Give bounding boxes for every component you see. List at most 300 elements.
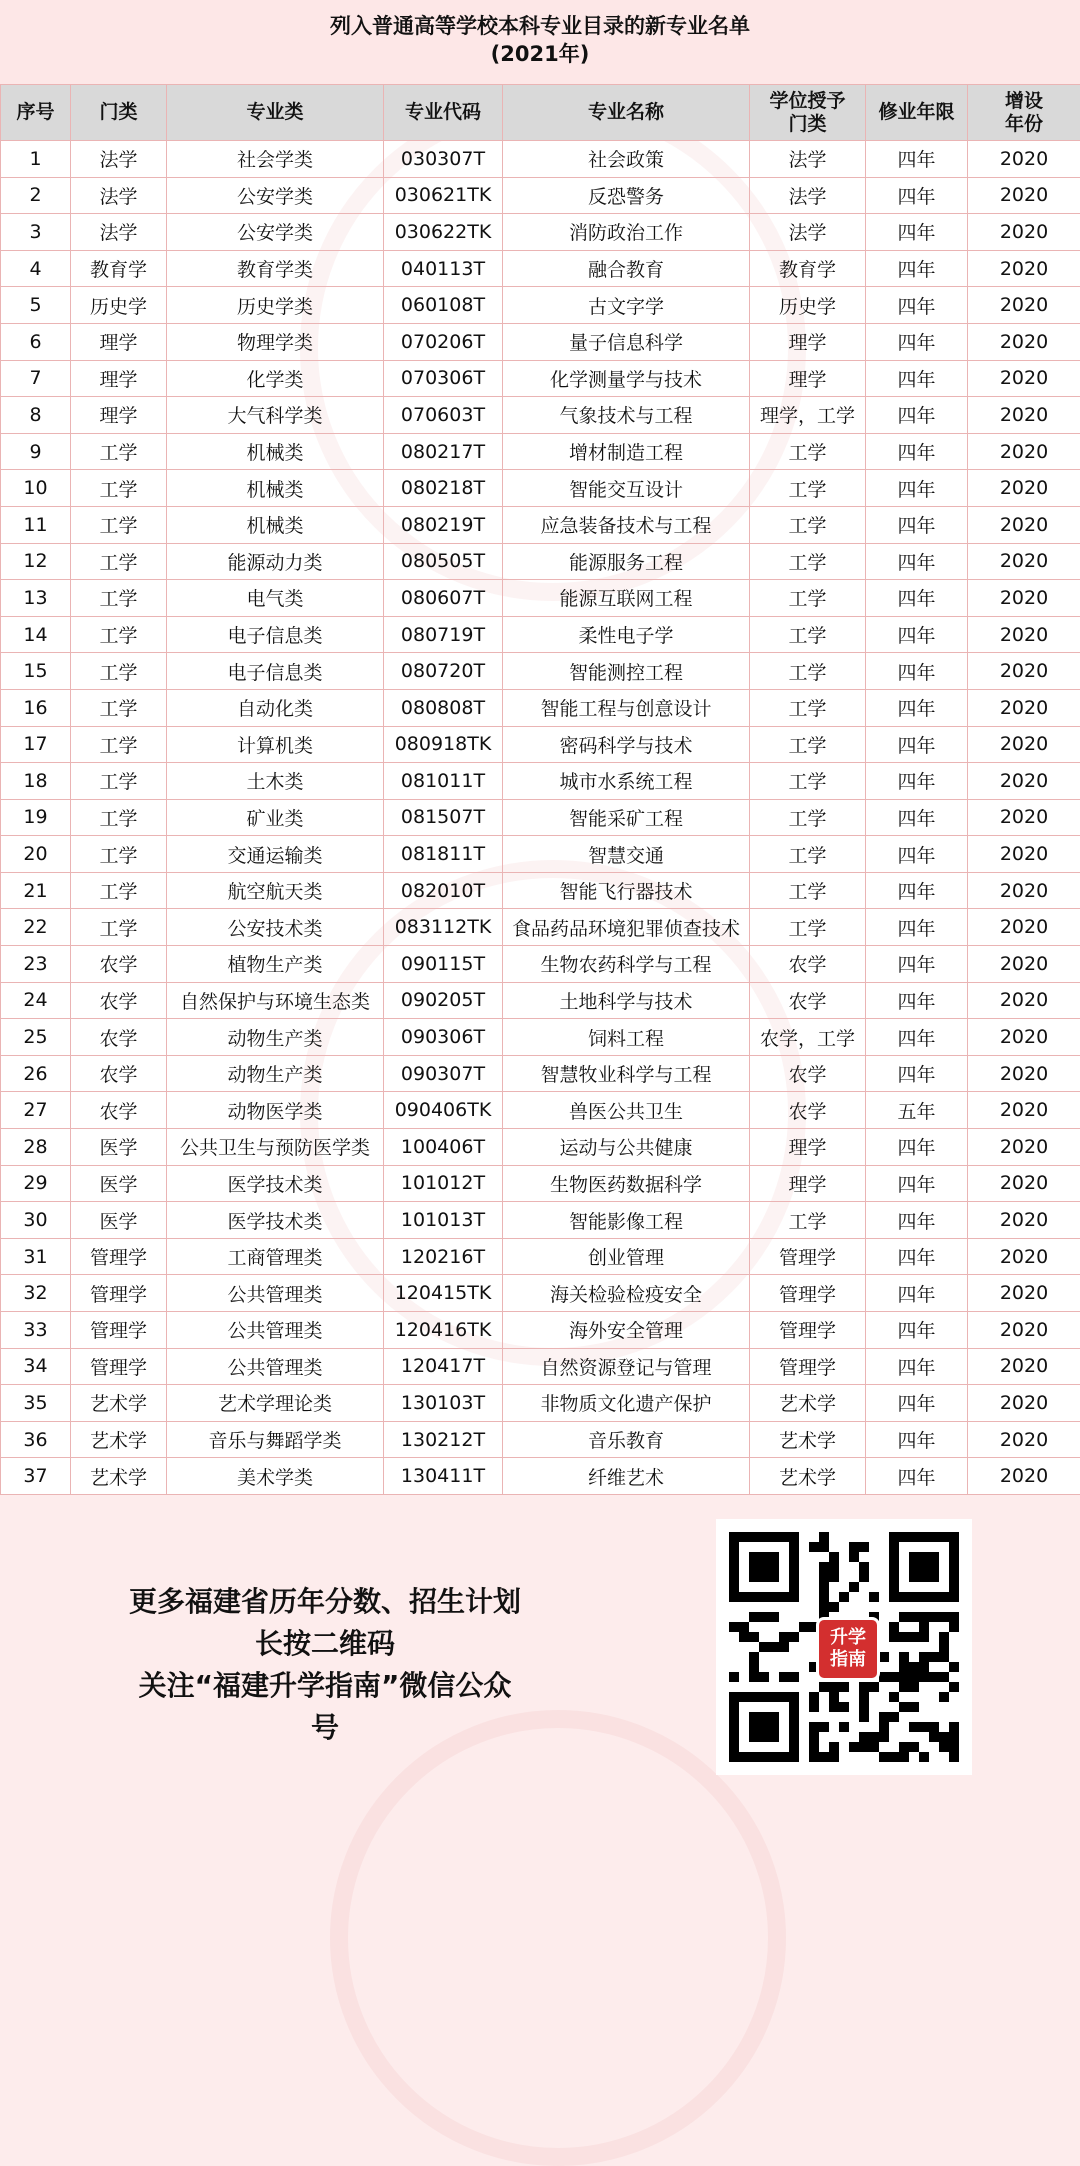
table-cell: 2020 xyxy=(968,214,1080,251)
table-cell: 法学 xyxy=(750,214,866,251)
table-cell: 030307T xyxy=(384,141,503,178)
table-row xyxy=(1,836,1080,873)
table-cell: 082010T xyxy=(384,872,503,909)
table-row xyxy=(1,1348,1080,1385)
table-cell: 080719T xyxy=(384,616,503,653)
column-header: 专业名称 xyxy=(503,85,750,141)
table-cell: 机械类 xyxy=(167,433,384,470)
table-cell: 2020 xyxy=(968,287,1080,324)
table-cell: 15 xyxy=(1,653,71,690)
table-cell: 070306T xyxy=(384,360,503,397)
table-cell: 农学 xyxy=(750,982,866,1019)
table-cell: 120416TK xyxy=(384,1312,503,1349)
table-cell: 080219T xyxy=(384,506,503,543)
table-cell: 农学 xyxy=(750,946,866,983)
table-cell: 060108T xyxy=(384,287,503,324)
table-cell: 医学技术类 xyxy=(167,1165,384,1202)
table-cell: 16 xyxy=(1,689,71,726)
table-cell: 音乐与舞蹈学类 xyxy=(167,1421,384,1458)
table-row xyxy=(1,506,1080,543)
table-cell: 12 xyxy=(1,543,71,580)
table-cell: 2020 xyxy=(968,323,1080,360)
table-cell: 四年 xyxy=(866,543,968,580)
table-cell: 工学 xyxy=(750,616,866,653)
table-cell: 030621TK xyxy=(384,177,503,214)
table-cell: 艺术学 xyxy=(750,1421,866,1458)
column-header: 专业代码 xyxy=(384,85,503,141)
table-cell: 040113T xyxy=(384,250,503,287)
table-row xyxy=(1,141,1080,178)
table-cell: 教育学 xyxy=(71,250,167,287)
table-cell: 柔性电子学 xyxy=(503,616,750,653)
table-cell: 历史学 xyxy=(71,287,167,324)
table-cell: 四年 xyxy=(866,141,968,178)
table-cell: 纤维艺术 xyxy=(503,1458,750,1495)
table-cell: 四年 xyxy=(866,1202,968,1239)
table-cell: 34 xyxy=(1,1348,71,1385)
table-cell: 32 xyxy=(1,1275,71,1312)
table-cell: 080218T xyxy=(384,470,503,507)
table-row xyxy=(1,946,1080,983)
table-row xyxy=(1,543,1080,580)
table-row xyxy=(1,1202,1080,1239)
table-cell: 工学 xyxy=(71,433,167,470)
table-cell: 机械类 xyxy=(167,506,384,543)
table-cell: 5 xyxy=(1,287,71,324)
table-cell: 医学 xyxy=(71,1202,167,1239)
table-cell: 080808T xyxy=(384,689,503,726)
table-cell: 四年 xyxy=(866,214,968,251)
table-cell: 030622TK xyxy=(384,214,503,251)
table-cell: 物理学类 xyxy=(167,323,384,360)
table-cell: 080505T xyxy=(384,543,503,580)
column-header: 增设 年份 xyxy=(968,85,1080,141)
promo-text xyxy=(125,1581,525,1749)
table-cell: 四年 xyxy=(866,470,968,507)
table-cell: 化学类 xyxy=(167,360,384,397)
table-cell: 海外安全管理 xyxy=(503,1312,750,1349)
table-cell: 农学 xyxy=(750,1092,866,1129)
table-cell: 101012T xyxy=(384,1165,503,1202)
table-cell: 农学 xyxy=(71,1092,167,1129)
table-cell: 海关检验检疫安全 xyxy=(503,1275,750,1312)
column-header: 门类 xyxy=(71,85,167,141)
table-cell: 四年 xyxy=(866,1275,968,1312)
table-cell: 电气类 xyxy=(167,580,384,617)
table-cell: 城市水系统工程 xyxy=(503,763,750,800)
table-cell: 四年 xyxy=(866,982,968,1019)
table-cell: 工学 xyxy=(71,872,167,909)
table-cell: 2020 xyxy=(968,543,1080,580)
table-cell: 36 xyxy=(1,1421,71,1458)
table-cell: 11 xyxy=(1,506,71,543)
table-cell: 公共管理类 xyxy=(167,1348,384,1385)
table-cell: 8 xyxy=(1,397,71,434)
table-cell: 29 xyxy=(1,1165,71,1202)
table-cell: 四年 xyxy=(866,946,968,983)
table-row xyxy=(1,1165,1080,1202)
table-row xyxy=(1,1385,1080,1422)
table-cell: 机械类 xyxy=(167,470,384,507)
table-cell: 2020 xyxy=(968,1092,1080,1129)
table-row xyxy=(1,726,1080,763)
table-cell: 增材制造工程 xyxy=(503,433,750,470)
column-header: 学位授予 门类 xyxy=(750,85,866,141)
table-cell: 工学 xyxy=(750,580,866,617)
table-row xyxy=(1,214,1080,251)
table-cell: 2020 xyxy=(968,1385,1080,1422)
table-row xyxy=(1,580,1080,617)
table-row xyxy=(1,982,1080,1019)
table-cell: 工学 xyxy=(71,909,167,946)
table-cell: 饲料工程 xyxy=(503,1019,750,1056)
table-cell: 四年 xyxy=(866,1385,968,1422)
table-cell: 动物生产类 xyxy=(167,1055,384,1092)
table-cell: 2020 xyxy=(968,689,1080,726)
table-cell: 量子信息科学 xyxy=(503,323,750,360)
table-cell: 101013T xyxy=(384,1202,503,1239)
table-cell: 2020 xyxy=(968,1275,1080,1312)
table-cell: 090307T xyxy=(384,1055,503,1092)
table-cell: 艺术学 xyxy=(750,1385,866,1422)
table-cell: 四年 xyxy=(866,1129,968,1166)
table-cell: 22 xyxy=(1,909,71,946)
table-cell: 120417T xyxy=(384,1348,503,1385)
table-cell: 四年 xyxy=(866,287,968,324)
table-row xyxy=(1,250,1080,287)
table-cell: 运动与公共健康 xyxy=(503,1129,750,1166)
table-cell: 080918TK xyxy=(384,726,503,763)
table-row xyxy=(1,1129,1080,1166)
table-cell: 2020 xyxy=(968,616,1080,653)
table-cell: 土地科学与技术 xyxy=(503,982,750,1019)
table-cell: 艺术学理论类 xyxy=(167,1385,384,1422)
table-cell: 能源动力类 xyxy=(167,543,384,580)
promo-line-1: 更多福建省历年分数、招生计划 xyxy=(125,1581,525,1623)
table-cell: 智慧牧业科学与工程 xyxy=(503,1055,750,1092)
table-cell: 四年 xyxy=(866,872,968,909)
table-cell: 融合教育 xyxy=(503,250,750,287)
table-cell: 工学 xyxy=(750,689,866,726)
table-cell: 公共卫生与预防医学类 xyxy=(167,1129,384,1166)
page-title: 列入普通高等学校本科专业目录的新专业名单 xyxy=(0,12,1080,40)
table-cell: 艺术学 xyxy=(71,1458,167,1495)
table-cell: 四年 xyxy=(866,177,968,214)
table-cell: 法学 xyxy=(71,141,167,178)
table-cell: 2020 xyxy=(968,506,1080,543)
table-cell: 9 xyxy=(1,433,71,470)
promo-line-3: 关注“福建升学指南”微信公众号 xyxy=(125,1665,525,1749)
table-cell: 医学 xyxy=(71,1129,167,1166)
column-header: 修业年限 xyxy=(866,85,968,141)
table-row xyxy=(1,397,1080,434)
table-cell: 24 xyxy=(1,982,71,1019)
table-cell: 教育学 xyxy=(750,250,866,287)
table-cell: 四年 xyxy=(866,799,968,836)
table-cell: 工学 xyxy=(71,580,167,617)
table-cell: 130411T xyxy=(384,1458,503,1495)
table-cell: 医学 xyxy=(71,1165,167,1202)
table-cell: 理学 xyxy=(71,323,167,360)
table-cell: 四年 xyxy=(866,1019,968,1056)
column-header: 序号 xyxy=(1,85,71,141)
table-cell: 31 xyxy=(1,1238,71,1275)
table-cell: 动物医学类 xyxy=(167,1092,384,1129)
table-cell: 农学，工学 xyxy=(750,1019,866,1056)
table-cell: 2020 xyxy=(968,653,1080,690)
table-cell: 艺术学 xyxy=(750,1458,866,1495)
table-row xyxy=(1,653,1080,690)
table-cell: 教育学类 xyxy=(167,250,384,287)
table-cell: 四年 xyxy=(866,1238,968,1275)
table-cell: 理学 xyxy=(71,397,167,434)
table-cell: 30 xyxy=(1,1202,71,1239)
table-cell: 公共管理类 xyxy=(167,1312,384,1349)
table-cell: 080720T xyxy=(384,653,503,690)
table-cell: 17 xyxy=(1,726,71,763)
table-cell: 管理学 xyxy=(750,1238,866,1275)
table-cell: 法学 xyxy=(71,177,167,214)
table-cell: 工学 xyxy=(750,872,866,909)
table-cell: 070206T xyxy=(384,323,503,360)
table-cell: 2020 xyxy=(968,872,1080,909)
table-row xyxy=(1,1092,1080,1129)
table-cell: 2020 xyxy=(968,470,1080,507)
table-row xyxy=(1,616,1080,653)
table-cell: 理学，工学 xyxy=(750,397,866,434)
table-cell: 工学 xyxy=(71,763,167,800)
table-cell: 理学 xyxy=(750,323,866,360)
table-cell: 理学 xyxy=(71,360,167,397)
table-cell: 管理学 xyxy=(750,1275,866,1312)
table-cell: 公安学类 xyxy=(167,214,384,251)
table-cell: 管理学 xyxy=(71,1238,167,1275)
table-cell: 智能交互设计 xyxy=(503,470,750,507)
table-cell: 25 xyxy=(1,1019,71,1056)
table-cell: 理学 xyxy=(750,1165,866,1202)
table-cell: 智能影像工程 xyxy=(503,1202,750,1239)
table-cell: 公安技术类 xyxy=(167,909,384,946)
table-row xyxy=(1,177,1080,214)
table-cell: 创业管理 xyxy=(503,1238,750,1275)
table-cell: 2020 xyxy=(968,909,1080,946)
promo-line-2: 长按二维码 xyxy=(125,1623,525,1665)
table-cell: 120216T xyxy=(384,1238,503,1275)
title-block xyxy=(0,0,1080,85)
table-cell: 2020 xyxy=(968,1055,1080,1092)
table-cell: 080607T xyxy=(384,580,503,617)
table-cell: 18 xyxy=(1,763,71,800)
table-cell: 航空航天类 xyxy=(167,872,384,909)
table-cell: 3 xyxy=(1,214,71,251)
table-cell: 工学 xyxy=(750,836,866,873)
table-cell: 能源互联网工程 xyxy=(503,580,750,617)
table-row xyxy=(1,799,1080,836)
table-cell: 非物质文化遗产保护 xyxy=(503,1385,750,1422)
table-cell: 工学 xyxy=(750,799,866,836)
table-cell: 13 xyxy=(1,580,71,617)
table-cell: 生物医药数据科学 xyxy=(503,1165,750,1202)
table-row xyxy=(1,763,1080,800)
table-cell: 090115T xyxy=(384,946,503,983)
promo-footer xyxy=(0,1495,1080,1823)
table-cell: 艺术学 xyxy=(71,1385,167,1422)
table-cell: 090205T xyxy=(384,982,503,1019)
table-cell: 2020 xyxy=(968,1202,1080,1239)
table-cell: 大气科学类 xyxy=(167,397,384,434)
table-cell: 130103T xyxy=(384,1385,503,1422)
table-cell: 工学 xyxy=(71,799,167,836)
table-cell: 120415TK xyxy=(384,1275,503,1312)
table-cell: 四年 xyxy=(866,250,968,287)
table-cell: 工学 xyxy=(750,909,866,946)
table-cell: 四年 xyxy=(866,689,968,726)
table-cell: 33 xyxy=(1,1312,71,1349)
table-cell: 081507T xyxy=(384,799,503,836)
table-cell: 四年 xyxy=(866,616,968,653)
table-cell: 工学 xyxy=(750,543,866,580)
table-row xyxy=(1,360,1080,397)
table-cell: 2020 xyxy=(968,433,1080,470)
table-cell: 五年 xyxy=(866,1092,968,1129)
table-cell: 27 xyxy=(1,1092,71,1129)
table-cell: 工学 xyxy=(71,543,167,580)
table-cell: 生物农药科学与工程 xyxy=(503,946,750,983)
table-row xyxy=(1,433,1080,470)
table-cell: 工学 xyxy=(71,470,167,507)
table-cell: 2020 xyxy=(968,360,1080,397)
table-cell: 农学 xyxy=(71,982,167,1019)
table-cell: 2020 xyxy=(968,1348,1080,1385)
table-cell: 历史学 xyxy=(750,287,866,324)
page-subtitle-year: (2021年) xyxy=(0,40,1080,68)
table-cell: 37 xyxy=(1,1458,71,1495)
table-cell: 四年 xyxy=(866,1165,968,1202)
table-cell: 能源服务工程 xyxy=(503,543,750,580)
table-cell: 090306T xyxy=(384,1019,503,1056)
table-cell: 工学 xyxy=(71,616,167,653)
table-cell: 自然资源登记与管理 xyxy=(503,1348,750,1385)
table-cell: 公共管理类 xyxy=(167,1275,384,1312)
table-cell: 2020 xyxy=(968,726,1080,763)
table-row xyxy=(1,1275,1080,1312)
table-row xyxy=(1,872,1080,909)
table-cell: 2020 xyxy=(968,799,1080,836)
table-cell: 工学 xyxy=(71,506,167,543)
table-cell: 矿业类 xyxy=(167,799,384,836)
table-cell: 2020 xyxy=(968,141,1080,178)
table-cell: 医学技术类 xyxy=(167,1202,384,1239)
table-cell: 管理学 xyxy=(71,1275,167,1312)
table-cell: 081811T xyxy=(384,836,503,873)
table-cell: 智能飞行器技术 xyxy=(503,872,750,909)
table-cell: 2020 xyxy=(968,177,1080,214)
table-cell: 艺术学 xyxy=(71,1421,167,1458)
table-row xyxy=(1,470,1080,507)
table-cell: 2020 xyxy=(968,1458,1080,1495)
table-cell: 四年 xyxy=(866,726,968,763)
table-cell: 历史学类 xyxy=(167,287,384,324)
table-cell: 食品药品环境犯罪侦查技术 xyxy=(503,909,750,946)
table-cell: 管理学 xyxy=(750,1312,866,1349)
table-cell: 工学 xyxy=(71,689,167,726)
table-cell: 20 xyxy=(1,836,71,873)
table-cell: 21 xyxy=(1,872,71,909)
table-cell: 法学 xyxy=(71,214,167,251)
table-row xyxy=(1,1238,1080,1275)
table-cell: 化学测量学与技术 xyxy=(503,360,750,397)
table-cell: 四年 xyxy=(866,1348,968,1385)
table-body xyxy=(1,141,1080,1495)
table-cell: 2020 xyxy=(968,397,1080,434)
qr-badge-line-2: 指南 xyxy=(819,1649,877,1671)
table-cell: 4 xyxy=(1,250,71,287)
table-cell: 2020 xyxy=(968,1165,1080,1202)
qr-badge-line-1: 升学 xyxy=(819,1627,877,1649)
table-header-row xyxy=(1,85,1080,141)
table-cell: 四年 xyxy=(866,909,968,946)
table-cell: 四年 xyxy=(866,506,968,543)
table-cell: 080217T xyxy=(384,433,503,470)
table-cell: 社会政策 xyxy=(503,141,750,178)
table-cell: 工学 xyxy=(71,653,167,690)
table-cell: 工学 xyxy=(750,470,866,507)
table-cell: 2 xyxy=(1,177,71,214)
table-cell: 100406T xyxy=(384,1129,503,1166)
table-cell: 2020 xyxy=(968,982,1080,1019)
table-cell: 四年 xyxy=(866,580,968,617)
table-cell: 动物生产类 xyxy=(167,1019,384,1056)
table-cell: 农学 xyxy=(750,1055,866,1092)
table-cell: 工学 xyxy=(71,836,167,873)
table-cell: 35 xyxy=(1,1385,71,1422)
table-cell: 2020 xyxy=(968,946,1080,983)
table-cell: 交通运输类 xyxy=(167,836,384,873)
table-cell: 2020 xyxy=(968,250,1080,287)
table-cell: 2020 xyxy=(968,1238,1080,1275)
table-cell: 古文字学 xyxy=(503,287,750,324)
table-cell: 社会学类 xyxy=(167,141,384,178)
table-cell: 四年 xyxy=(866,397,968,434)
table-cell: 23 xyxy=(1,946,71,983)
table-cell: 反恐警务 xyxy=(503,177,750,214)
qr-code[interactable] xyxy=(716,1519,972,1775)
table-cell: 智能测控工程 xyxy=(503,653,750,690)
table-cell: 电子信息类 xyxy=(167,616,384,653)
table-cell: 四年 xyxy=(866,360,968,397)
table-cell: 自然保护与环境生态类 xyxy=(167,982,384,1019)
table-row xyxy=(1,1312,1080,1349)
table-cell: 工商管理类 xyxy=(167,1238,384,1275)
table-cell: 美术学类 xyxy=(167,1458,384,1495)
table-cell: 130212T xyxy=(384,1421,503,1458)
table-cell: 四年 xyxy=(866,653,968,690)
table-cell: 工学 xyxy=(750,653,866,690)
column-header: 专业类 xyxy=(167,85,384,141)
table-cell: 密码科学与技术 xyxy=(503,726,750,763)
table-cell: 智能采矿工程 xyxy=(503,799,750,836)
table-cell: 四年 xyxy=(866,433,968,470)
majors-table xyxy=(0,84,1080,1495)
table-cell: 2020 xyxy=(968,1019,1080,1056)
table-cell: 工学 xyxy=(71,726,167,763)
table-cell: 070603T xyxy=(384,397,503,434)
table-cell: 1 xyxy=(1,141,71,178)
table-row xyxy=(1,1421,1080,1458)
table-cell: 7 xyxy=(1,360,71,397)
table-cell: 气象技术与工程 xyxy=(503,397,750,434)
table-cell: 14 xyxy=(1,616,71,653)
